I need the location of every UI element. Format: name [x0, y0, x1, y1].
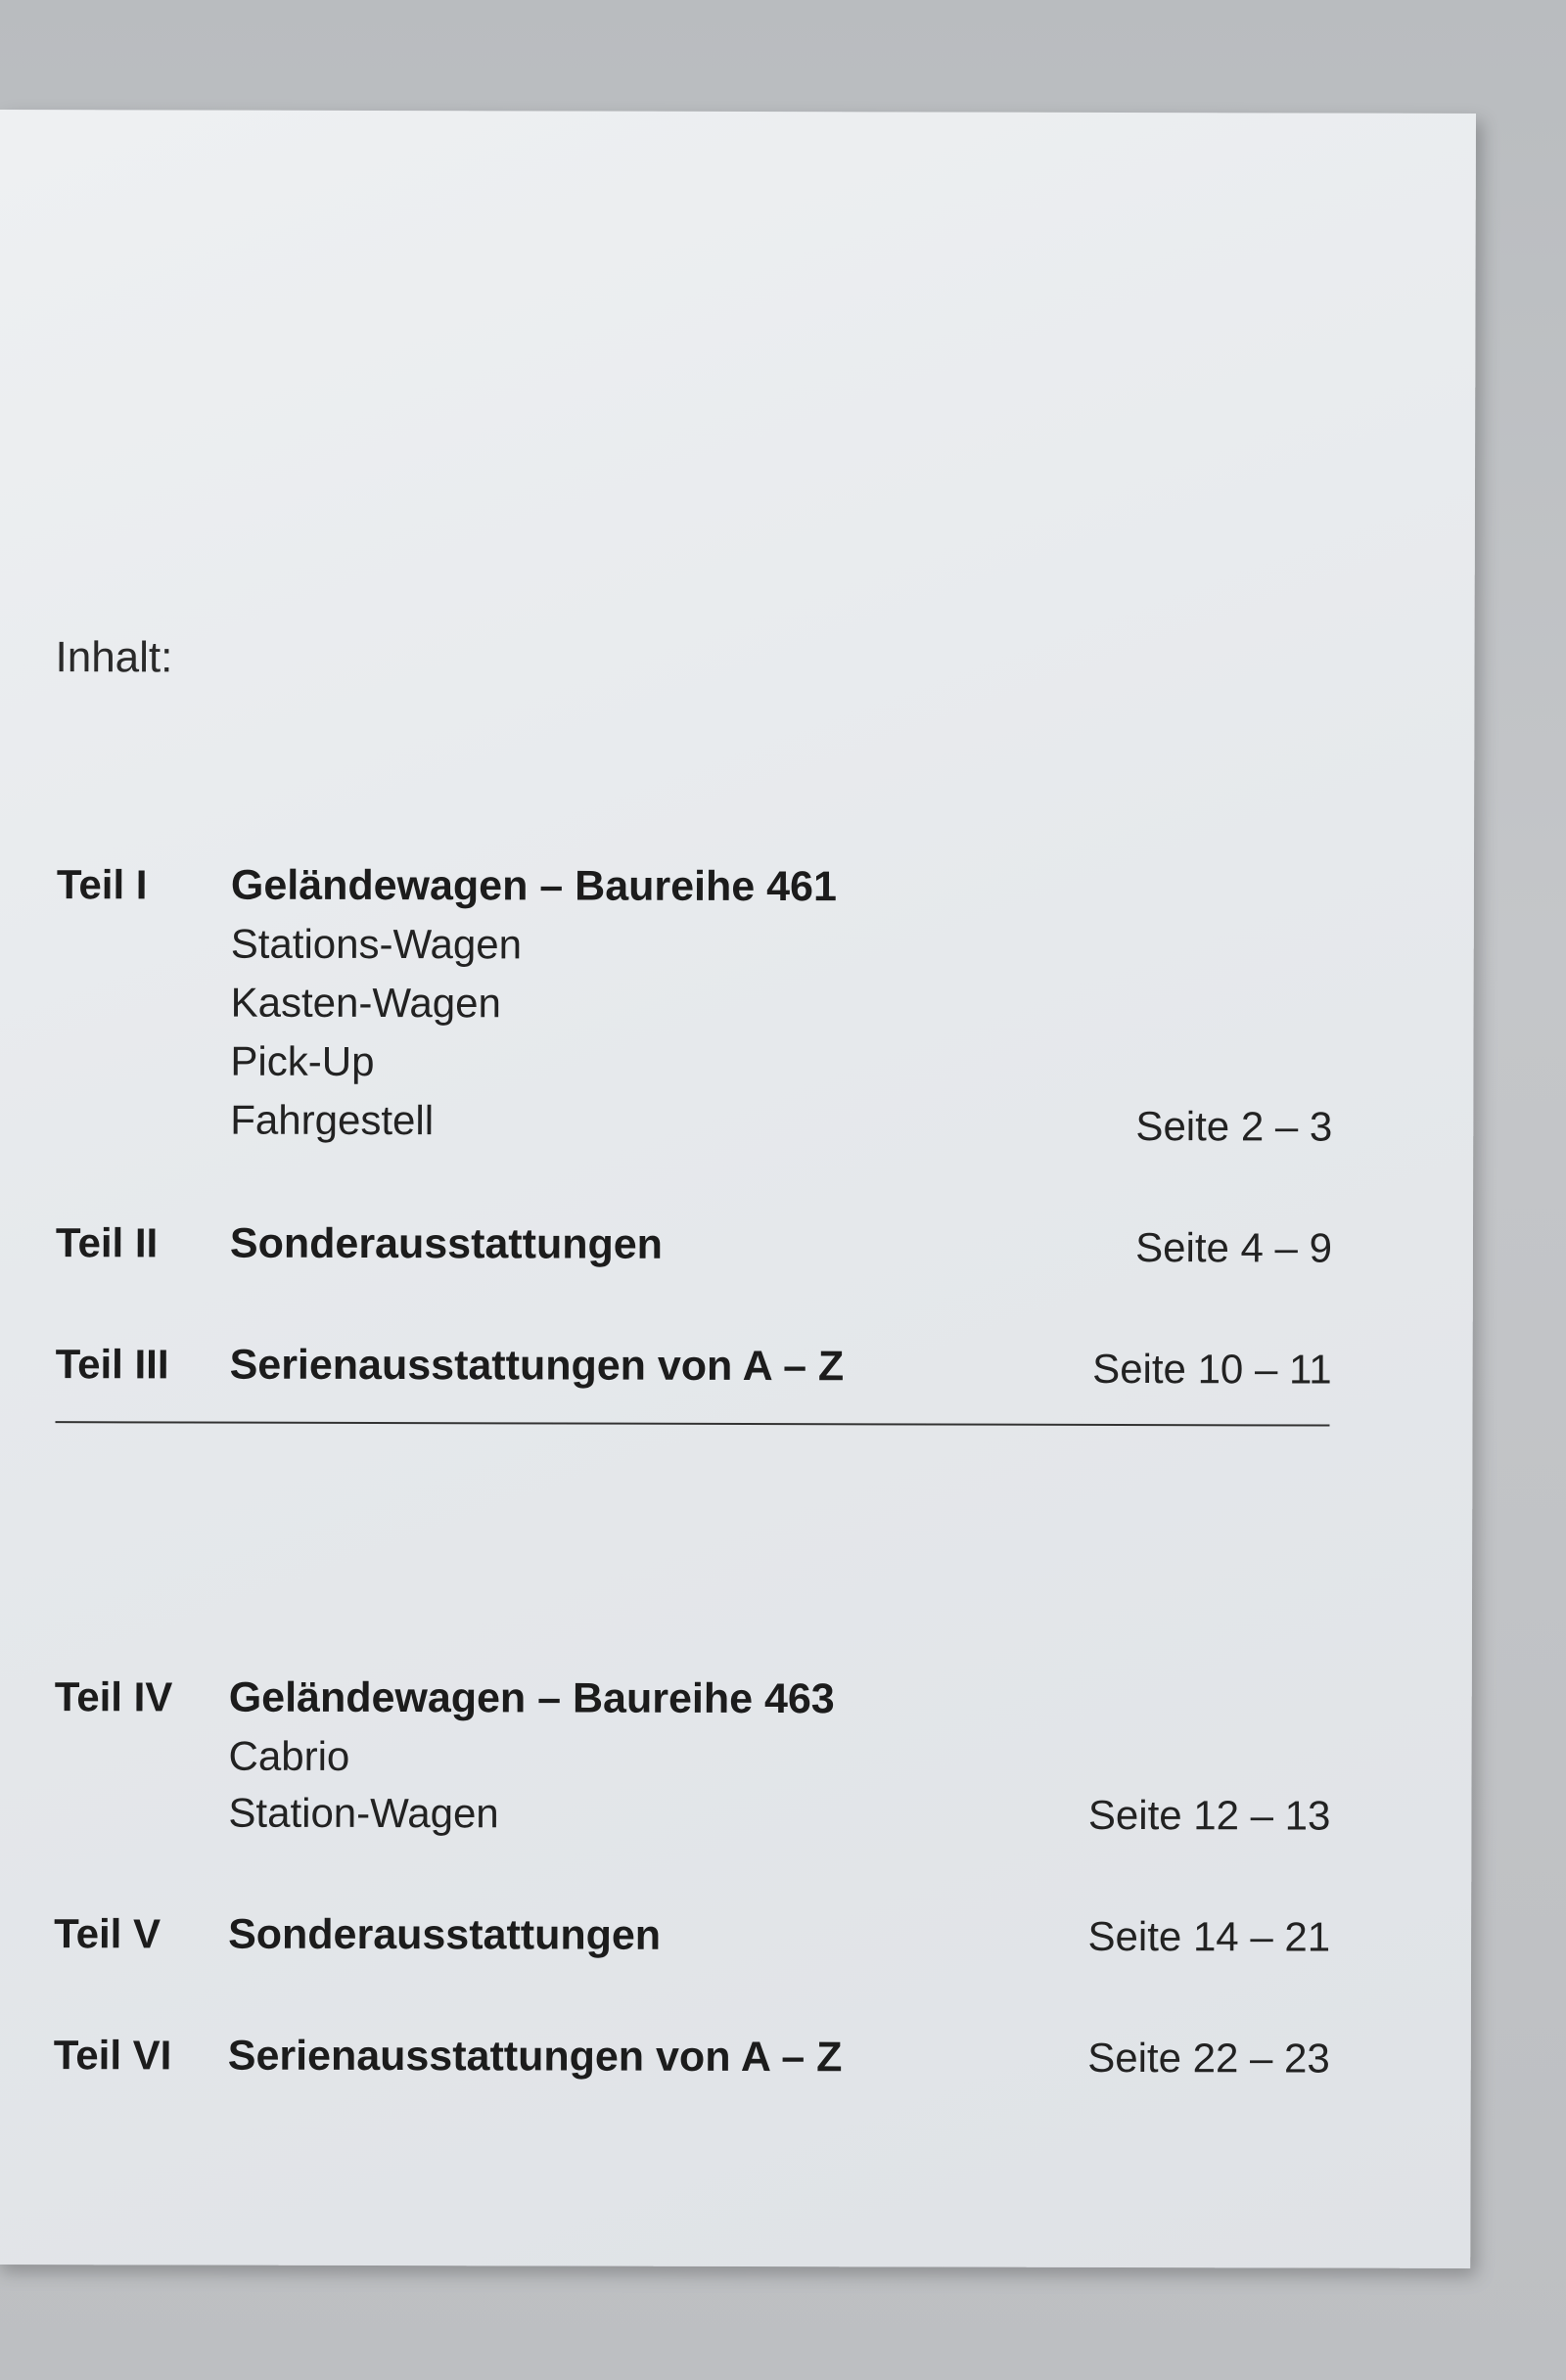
part-2-title: Sonderausstattungen	[229, 1219, 664, 1268]
part-3-title: Serienausstattungen von A – Z	[229, 1341, 845, 1391]
part-2-pages: Seite 4 – 9	[1135, 1224, 1333, 1271]
part-5-pages: Seite 14 – 21	[1087, 1912, 1331, 1960]
part-4-label: Teil IV	[54, 1673, 173, 1720]
toc-heading: Inhalt:	[55, 633, 173, 682]
part-6-label: Teil VI	[53, 2032, 172, 2079]
part-6-pages: Seite 22 – 23	[1087, 2034, 1330, 2082]
part-4-item: Station-Wagen	[228, 1789, 499, 1837]
part-1-item: Pick-Up	[230, 1037, 375, 1085]
part-1-item: Kasten-Wagen	[230, 979, 501, 1027]
part-5-title: Sonderausstattungen	[228, 1910, 662, 1959]
part-1-title: Geländewagen – Baureihe 461	[230, 861, 837, 911]
part-6-title: Serienausstattungen von A – Z	[227, 2032, 843, 2082]
part-4-pages: Seite 12 – 13	[1087, 1791, 1331, 1839]
document-page	[0, 110, 1476, 2268]
part-1-label: Teil I	[56, 861, 148, 908]
part-1-item: Stations-Wagen	[230, 920, 523, 968]
part-4-title: Geländewagen – Baureihe 463	[228, 1673, 835, 1723]
part-2-label: Teil II	[55, 1219, 159, 1266]
part-5-label: Teil V	[54, 1910, 161, 1957]
part-4-item: Cabrio	[228, 1732, 350, 1779]
part-1-pages: Seite 2 – 3	[1135, 1103, 1333, 1150]
part-1-item: Fahrgestell	[230, 1096, 435, 1144]
part-3-label: Teil III	[55, 1341, 169, 1388]
section-divider	[55, 1421, 1329, 1426]
part-3-pages: Seite 10 – 11	[1092, 1345, 1332, 1393]
